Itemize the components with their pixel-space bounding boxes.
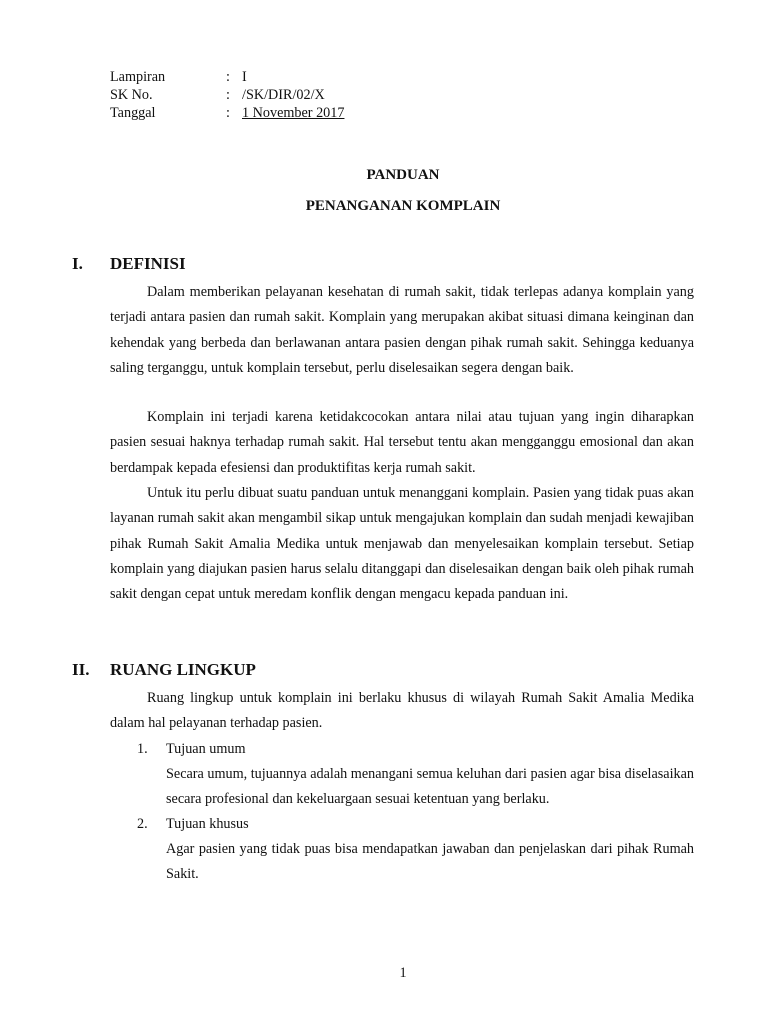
definisi-paragraph-1: Dalam memberikan pelayanan kesehatan di rumah sakit, tidak terlepas adanya komplain yang terjadi antara pasien dan rumah sakit. Komplain yang merupakan akibat situasi dimana keinginan dan kehendak yang berbeda dan berlawanan antara pasien dengan pihak rumah sakit. Sehingga keduanya saling terganggu, untuk komplain tersebut, perlu diselesaikan segera dengan baik. (110, 284, 694, 376)
definisi-paragraph-2: Komplain ini terjadi karena ketidakcocokan antara nilai atau tujuan yang ingin diharapkan pasien sesuai haknya terhadap rumah sakit. Hal tersebut tentu akan mengganggu emosional dan akan berdampak kepada efesiensi dan produktifitas kerja rumah sakit. (110, 409, 694, 476)
document-title: PANDUAN (366, 167, 440, 183)
section-number: I. (72, 254, 83, 273)
meta-value: 1 November 2017 (242, 105, 345, 121)
section-title: RUANG LINGKUP (110, 660, 256, 679)
meta-colon: : (226, 87, 230, 103)
document-subtitle: PENANGANAN KOMPLAIN (305, 198, 501, 214)
list-item-body: Secara umum, tujuannya adalah menangani semua keluhan dari pasien agar bisa diselasaikan secara profesional dan kekeluargaan sesuai ketentuan yang berlaku. (166, 766, 694, 808)
list-item-title: Tujuan umum (166, 741, 246, 757)
section-title: DEFINISI (110, 254, 186, 273)
meta-colon: : (226, 105, 230, 121)
meta-label: Tanggal (110, 105, 156, 121)
meta-value: /SK/DIR/02/X (242, 87, 325, 103)
meta-value: I (242, 69, 247, 85)
list-item-number: 2. (137, 816, 148, 832)
list-item-number: 1. (137, 741, 148, 757)
section-number: II. (72, 660, 90, 679)
list-item-body: Agar pasien yang tidak puas bisa mendapatkan jawaban dan penjelaskan dari pihak Rumah Sakit. (166, 841, 694, 883)
ruang-lingkup-intro: Ruang lingkup untuk komplain ini berlaku khusus di wilayah Rumah Sakit Amalia Medika dalam hal pelayanan terhadap pasien. (110, 690, 694, 732)
meta-colon: : (226, 69, 230, 85)
meta-label: Lampiran (110, 69, 166, 85)
page-number: 1 (399, 965, 407, 981)
list-item-title: Tujuan khusus (166, 816, 249, 832)
meta-label: SK No. (110, 87, 153, 103)
definisi-paragraph-3: Untuk itu perlu dibuat suatu panduan untuk menanggani komplain. Pasien yang tidak puas akan layanan rumah sakit akan mengambil sikap untuk mengajukan komplain dan sudah menjadi kewajiban pihak Rumah Sakit Amalia Medika untuk menjawab dan menyelesaikan komplain tersebut. Setiap komplain yang diajukan pasien harus selalu ditanggapi dan diselesaikan dengan baik oleh pihak rumah sakit dengan cepat untuk meredam konflik dengan mengacu kepada panduan ini. (110, 485, 694, 603)
